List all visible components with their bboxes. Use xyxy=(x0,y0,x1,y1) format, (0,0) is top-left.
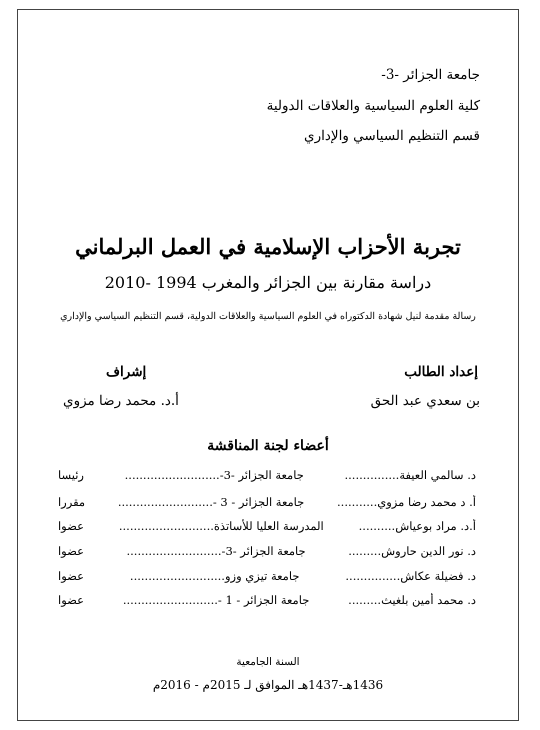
leader-dots: ......... xyxy=(348,593,382,607)
jury-member-row xyxy=(58,495,476,509)
supervisor-label: إشراف xyxy=(106,364,147,380)
leader-dots: ............... xyxy=(344,468,400,482)
student-name: بن سعدي عبد الحق xyxy=(370,393,480,409)
department-name: قسم التنظيم السياسي والإداري xyxy=(304,128,480,144)
jury-member-role: عضوا xyxy=(58,593,84,607)
thesis-title: تجربة الأحزاب الإسلامية في العمل البرلماني xyxy=(75,234,461,259)
leader-dots: .......... xyxy=(358,519,396,533)
jury-member-institution: جامعة الجزائر -3- xyxy=(221,544,306,558)
jury-member-name: د. نور الدين حاروش xyxy=(381,544,476,558)
supervisor-name: أ.د. محمد رضا مزوي xyxy=(63,393,179,409)
jury-member-institution: جامعة الجزائر -3- xyxy=(219,468,304,482)
leader-dots: .......................... xyxy=(124,468,220,482)
jury-member-role: رئيسا xyxy=(58,468,84,482)
leader-dots: .......................... xyxy=(122,593,218,607)
academic-year-label: السنة الجامعية xyxy=(236,656,300,668)
jury-title: أعضاء لجنة المناقشة xyxy=(207,438,329,454)
leader-dots: ......... xyxy=(348,544,382,558)
jury-member-name: أ. د محمد رضا مزوي xyxy=(377,495,476,509)
academic-year-value: 1436هـ-1437هـ الموافق لـ 2015م - 2016م xyxy=(152,678,384,692)
document-page xyxy=(17,9,519,721)
jury-member-role: عضوا xyxy=(58,519,84,533)
prepared-by-label: إعداد الطالب xyxy=(404,364,478,380)
faculty-name: كلية العلوم السياسية والعلاقات الدولية xyxy=(266,98,480,114)
jury-member-institution: المدرسة العليا للأساتذة xyxy=(213,519,324,533)
jury-member-role: عضوا xyxy=(58,544,84,558)
jury-member-name: د. سالمي العيفة xyxy=(399,468,476,482)
jury-member-institution: جامعة تيزي وزو xyxy=(224,569,300,583)
leader-dots: .......................... xyxy=(126,544,222,558)
jury-member-name: د. فضيلة عكاش xyxy=(400,569,476,583)
leader-dots: ........... xyxy=(337,495,378,509)
jury-member-institution: جامعة الجزائر - 1 - xyxy=(217,593,310,607)
jury-member-name: أ.د. مراد بوعياش xyxy=(395,519,476,533)
leader-dots: .......................... xyxy=(118,519,214,533)
jury-member-institution: جامعة الجزائر - 3 - xyxy=(212,495,305,509)
jury-member-row xyxy=(58,593,476,607)
leader-dots: ............... xyxy=(345,569,401,583)
jury-member-role: مقررا xyxy=(58,495,86,509)
leader-dots: .......................... xyxy=(117,495,213,509)
thesis-subtitle: دراسة مقارنة بين الجزائر والمغرب 1994 -2010 xyxy=(104,273,432,292)
jury-member-name: د. محمد أمين بلغيث xyxy=(381,593,476,607)
leader-dots: .......................... xyxy=(129,569,225,583)
jury-member-role: عضوا xyxy=(58,569,84,583)
jury-member-row xyxy=(58,569,476,583)
jury-member-row xyxy=(58,519,476,533)
university-name: جامعة الجزائر -3- xyxy=(381,67,480,83)
thesis-description: رسالة مقدمة لنيل شهادة الدكتوراه في العلوم السياسية والعلاقات الدولية، قسم التنظيم السياسي والإداري xyxy=(60,311,476,322)
jury-member-row xyxy=(58,544,476,558)
jury-member-row xyxy=(58,468,476,482)
